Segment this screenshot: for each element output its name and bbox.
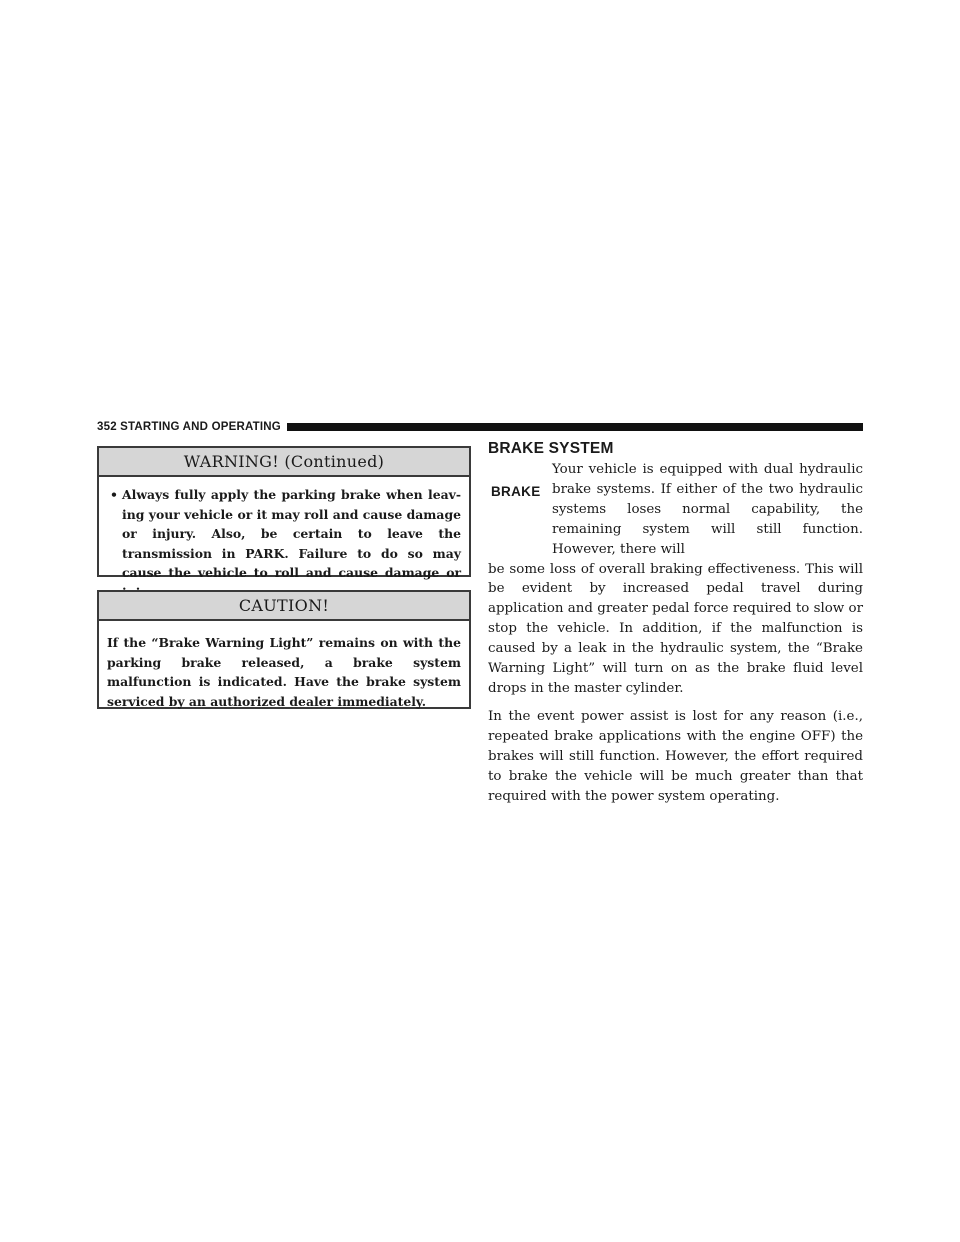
warning-bullet-item (109, 485, 461, 602)
header-rule (287, 423, 863, 431)
caution-box (97, 590, 471, 709)
warning-title: WARNING! (Continued) (99, 448, 469, 477)
page-header-label: 352 STARTING AND OPERATING (97, 421, 281, 433)
paragraph-1-rest: be some loss of overall braking effectiveness. This will be evident by increased pedal travel during application and greater pedal force required to slow or stop the vehicle. In addition, if the malfunction is caused by a leak in the hydraulic system, the “Brake Warning Light” will turn on as the brake fluid level drops in the master cylinder. (488, 561, 863, 696)
warning-body (99, 477, 469, 602)
caution-text: If the “Brake Warning Light” remains on with the parking brake released, a brake system malfunction is indicated. Have the brake system serviced by an authorized dealer immediately. (107, 635, 461, 709)
warning-text: Always fully apply the parking brake when leav-ing your vehicle or it may roll and cause damage or injury. Also, be certain to leave the transmission in PARK. Failure to do so may cause the vehicle to roll and cause damage or (122, 487, 461, 580)
warning-box (97, 446, 471, 580)
brake-system-section (488, 440, 863, 806)
page-header (97, 420, 863, 434)
brake-warning-icon: BRAKE (491, 484, 541, 499)
paragraph-1-lead: Your vehicle is equipped with dual hydraulic brake systems. If either of the two hydraulic systems loses normal capability, the remaining system will still function. However, there will (552, 462, 863, 557)
section-title: BRAKE SYSTEM (488, 440, 614, 457)
paragraph-2: In the event power assist is lost for any reason (i.e., repeated brake applications with the engine OFF) the brakes will still function. However, the effort required to brake the vehicle will be much greater than that required with the power system operating. (488, 708, 863, 804)
caution-title: CAUTION! (99, 592, 469, 621)
bullet-icon: • (110, 487, 118, 502)
